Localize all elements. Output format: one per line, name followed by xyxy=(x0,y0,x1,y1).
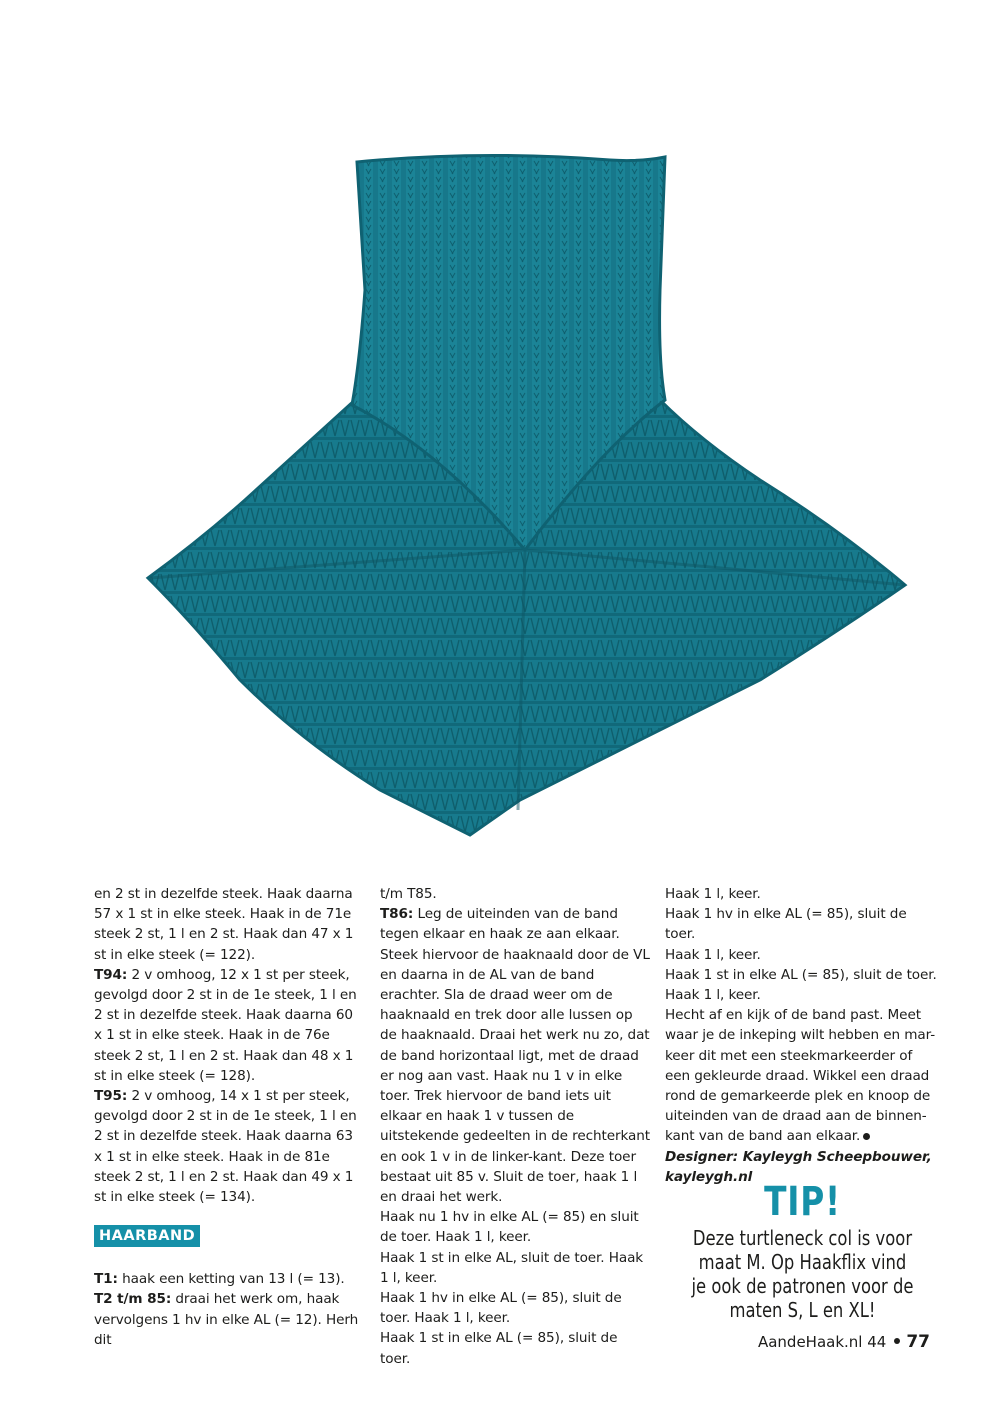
paragraph: T2 t/m 85: draai het werk om, haak vervolgens 1 hv in elke AL (= 12). Herh dit xyxy=(94,1291,359,1348)
paragraph: t/m T85. xyxy=(380,886,437,902)
paragraph: en 2 st in dezelfde steek. Haak daarna 57 x 1 st in elke steek. Haak in de 71e steek 2 st, 1 l en 2 st. Haak dan 47 x 1 st in elke steek (= 122). xyxy=(94,886,354,963)
tip-box xyxy=(665,1180,940,1322)
paragraph: Haak 1 l, keer. xyxy=(665,886,761,902)
paragraph: Haak 1 hv in elke AL (= 85), sluit de toer. Haak 1 l, keer. xyxy=(380,1290,622,1327)
paragraph: Haak 1 l, keer. xyxy=(665,946,761,963)
paragraph: Haak 1 st in elke AL, sluit de toer. Haak 1 l, keer. xyxy=(380,1249,644,1286)
tip-body: Deze turtleneck col is voor maat M. Op Haakflix vind je ook de patronen voor de maten S, L en XL! xyxy=(691,1226,914,1322)
bullet-icon xyxy=(894,1338,900,1344)
designer-credit: Designer: Kayleygh Scheepbouwer, xyxy=(665,1148,932,1165)
paragraph: T1: haak een ketting van 13 l (= 13). xyxy=(94,1271,345,1288)
paragraph: Haak 1 st in elke AL (= 85), sluit de toer. xyxy=(380,1330,618,1367)
magazine-name: AandeHaak.nl 44 xyxy=(757,1333,887,1351)
paragraph: Haak 1 st in elke AL (= 85), sluit de toer. xyxy=(665,966,937,983)
paragraph: Haak 1 l, keer. xyxy=(665,987,761,1004)
paragraph: T86: Leg de uiteinden van de band tegen elkaar en haak ze aan elkaar. Steek hiervoor de haaknaald door de VL en daarna in de AL van de band erachter. Sla de draad weer om de haaknaald en trek door alle lussen op de haaknaald. Draai het werk nu zo, dat de band horizontaal ligt, met de draad er nog aan vast. Haak nu 1 v in elke toer. Trek hiervoor de band iets uit elkaar en haak 1 v tussen de uitstekende gedeelten in de rechterkant en ook 1 v in de linker-kant. Deze toer bestaat uit 85 v. Sluit de toer, haak 1 l en draai het werk. xyxy=(380,906,650,1206)
column-1 xyxy=(94,884,359,1350)
paragraph: T94: 2 v omhoog, 12 x 1 st per steek, gevolgd door 2 st in de 1e steek, 1 l en 2 st in dezelfde steek. Haak daarna 60 x 1 st in elke steek. Haak in de 76e steek 2 st, 1 l en 2 st. Haak dan 48 x 1 st in elke steek (= 128). xyxy=(94,966,357,1084)
paragraph: Hecht af en kijk of de band past. Meet waar je de inkeping wilt hebben en mar-keer dit met een steekmarkeerder of een gekleurde draad. Wikkel een draad rond de gemarkeerde plek en knoop de uiteinden van de draad aan de binnen-kant van de band aan elkaar. xyxy=(665,1007,936,1145)
page-number: 77 xyxy=(906,1332,930,1352)
paragraph: Haak 1 hv in elke AL (= 85), sluit de toer. xyxy=(665,906,907,943)
section-heading-haarband: HAARBAND xyxy=(94,1225,200,1247)
column-3 xyxy=(665,884,940,1187)
column-2 xyxy=(380,884,650,1369)
paragraph: T95: 2 v omhoog, 14 x 1 st per steek, gevolgd door 2 st in de 1e steek, 1 l en 2 st in dezelfde steek. Haak daarna 63 x 1 st in elke steek. Haak in de 81e steek 2 st, 1 l en 2 st. Haak dan 49 x 1 st in elke steek (= 134). xyxy=(94,1088,357,1206)
paragraph: Haak nu 1 hv in elke AL (= 85) en sluit de toer. Haak 1 l, keer. xyxy=(380,1209,639,1246)
tip-title: TIP! xyxy=(764,1179,841,1225)
designer-link[interactable]: kayleygh.nl xyxy=(665,1168,753,1185)
end-bullet-icon xyxy=(863,1133,870,1140)
page-footer xyxy=(758,1332,930,1352)
